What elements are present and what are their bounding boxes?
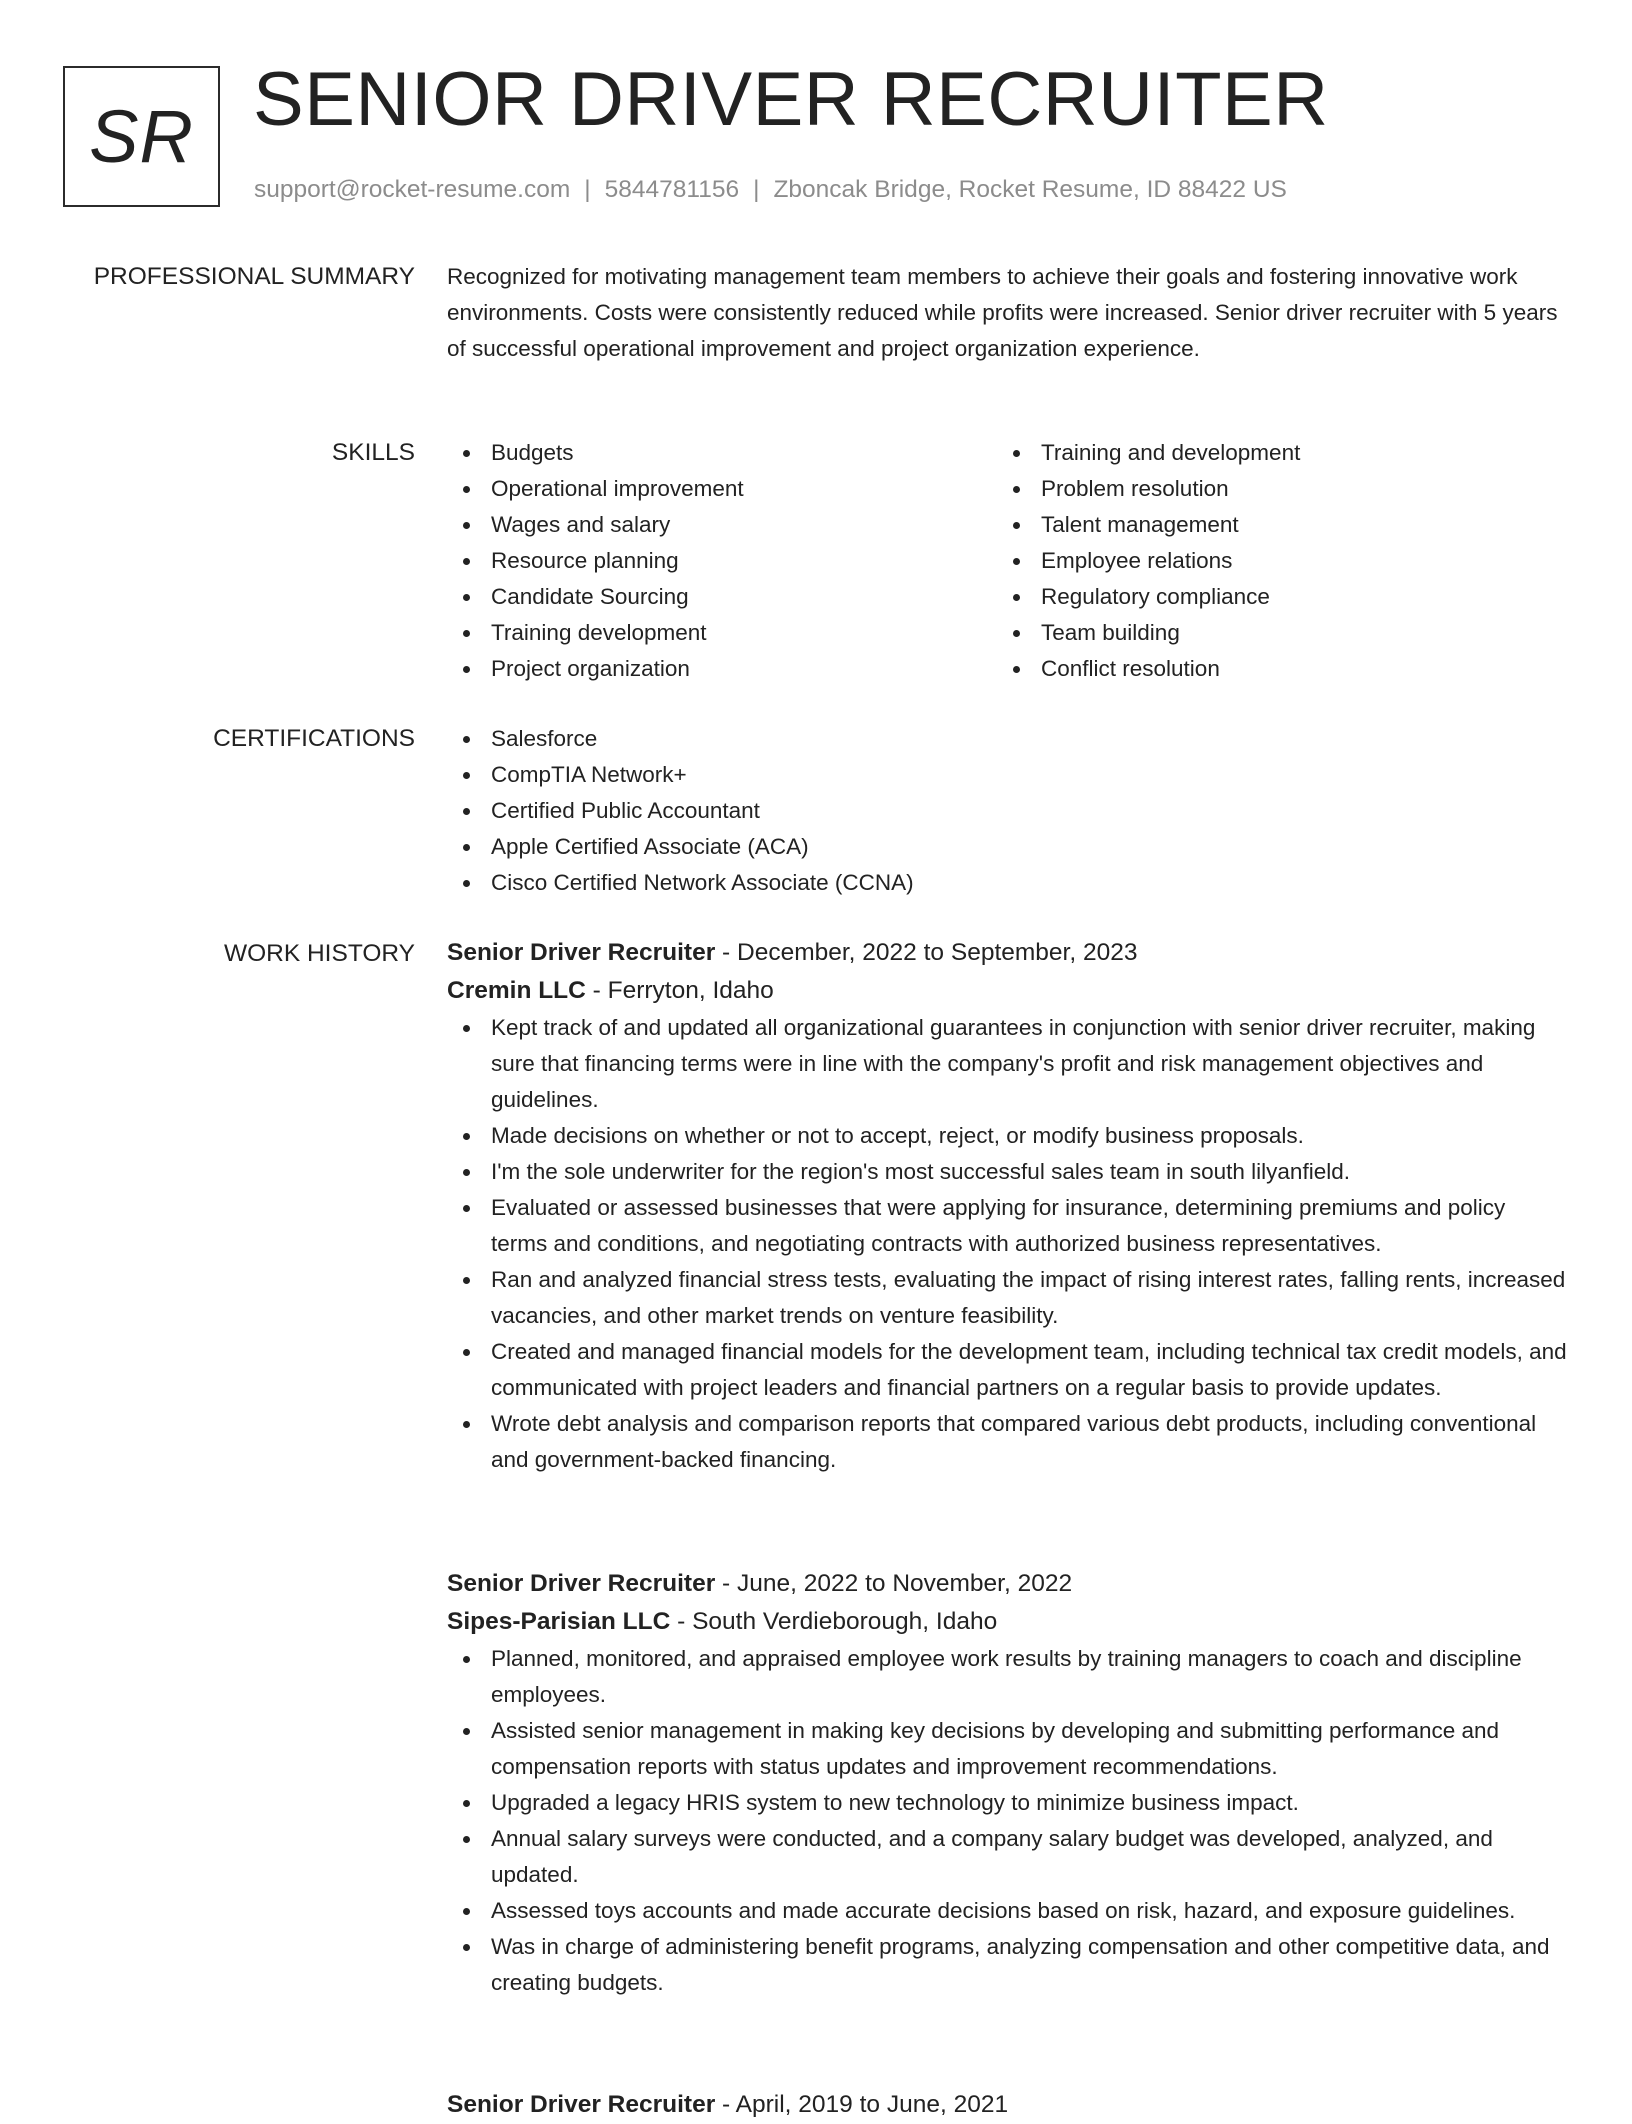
certifications-label: CERTIFICATIONS: [213, 725, 415, 752]
certification-item: Cisco Certified Network Associate (CCNA): [447, 865, 1567, 901]
skill-item: Team building: [997, 615, 1547, 651]
skill-item: Talent management: [997, 507, 1547, 543]
job-title-line: [447, 934, 1567, 972]
job-title: Senior Driver Recruiter: [447, 1570, 716, 1597]
certifications-body: [447, 721, 1567, 901]
job-entry: [447, 934, 1567, 1478]
resume-name: SENIOR DRIVER RECRUITER: [253, 57, 1329, 142]
skill-item: Resource planning: [447, 543, 997, 579]
certification-item: Salesforce: [447, 721, 1567, 757]
job-title-line: [447, 1565, 1567, 1603]
job-bullet: Was in charge of administering benefit programs, analyzing compensation and other competitive data, and creating budgets.: [447, 1929, 1567, 2001]
job-bullet: Assisted senior management in making key decisions by developing and submitting performance and compensation reports with status updates and improvement recommendations.: [447, 1713, 1567, 1785]
job-company-line: [447, 972, 1567, 1010]
contact-line: [254, 176, 1287, 204]
job-bullet: Assessed toys accounts and made accurate decisions based on risk, hazard, and exposure guidelines.: [447, 1893, 1567, 1929]
job-entry: [447, 1565, 1567, 2001]
job-bullets: [447, 1641, 1567, 2001]
job-location: - South Verdieborough, Idaho: [670, 1608, 998, 1635]
skill-item: Wages and salary: [447, 507, 997, 543]
skill-item: Operational improvement: [447, 471, 997, 507]
job-bullet: I'm the sole underwriter for the region's most successful sales team in south lilyanfield.: [447, 1154, 1567, 1190]
skill-item: Regulatory compliance: [997, 579, 1547, 615]
work-history-body: [447, 934, 1567, 2118]
job-bullets: [447, 1010, 1567, 1478]
skills-list-right: [997, 435, 1547, 687]
job-bullet: Made decisions on whether or not to accept, reject, or modify business proposals.: [447, 1118, 1567, 1154]
certification-item: CompTIA Network+: [447, 757, 1567, 793]
skill-item: Conflict resolution: [997, 651, 1547, 687]
job-dates: - June, 2022 to November, 2022: [715, 1570, 1073, 1597]
summary-body: [447, 259, 1567, 367]
job-dates: - April, 2019 to June, 2021: [715, 2091, 1009, 2118]
job-title: Senior Driver Recruiter: [447, 2091, 716, 2118]
job-bullet: Planned, monitored, and appraised employee work results by training managers to coach and discipline employees.: [447, 1641, 1567, 1713]
job-entry: [447, 2086, 1567, 2124]
job-dates: - December, 2022 to September, 2023: [715, 939, 1138, 966]
job-bullet: Created and managed financial models for the development team, including technical tax credit models, and communicated with project leaders and financial partners on a regular basis to provide updates.: [447, 1334, 1567, 1406]
skills-body: [447, 435, 1567, 687]
summary-text: Recognized for motivating management team members to achieve their goals and fostering innovative work environments. Costs were consistently reduced while profits were increased. Senior driver recruiter with 5 years of successful operational improvement and project organization experience.: [447, 264, 1558, 361]
job-title-line: [447, 2086, 1567, 2124]
certifications-list: [447, 721, 1567, 901]
work-history-label: WORK HISTORY: [223, 940, 415, 967]
skill-item: Budgets: [447, 435, 997, 471]
skill-item: Problem resolution: [997, 471, 1547, 507]
skill-item: Employee relations: [997, 543, 1547, 579]
skill-item: Training and development: [997, 435, 1547, 471]
monogram-badge: [63, 66, 220, 207]
contact-email: support@rocket-resume.com: [254, 176, 571, 203]
job-title: Senior Driver Recruiter: [447, 939, 716, 966]
job-company: Sipes-Parisian LLC: [447, 1608, 671, 1635]
certification-item: Certified Public Accountant: [447, 793, 1567, 829]
job-location: - Ferryton, Idaho: [585, 977, 774, 1004]
job-company: Cremin LLC: [447, 977, 586, 1004]
job-bullet: Annual salary surveys were conducted, and a company salary budget was developed, analyzed, and updated.: [447, 1821, 1567, 1893]
monogram-initials: SR: [89, 95, 194, 178]
contact-address: Zboncak Bridge, Rocket Resume, ID 88422 US: [773, 176, 1287, 203]
contact-phone: 5844781156: [604, 176, 740, 203]
skill-item: Candidate Sourcing: [447, 579, 997, 615]
skill-item: Training development: [447, 615, 997, 651]
job-bullet: Kept track of and updated all organizational guarantees in conjunction with senior driver recruiter, making sure that financing terms were in line with the company's profit and risk management objectives and guidelines.: [447, 1010, 1567, 1118]
job-bullet: Wrote debt analysis and comparison reports that compared various debt products, including conventional and government-backed financing.: [447, 1406, 1567, 1478]
job-bullet: Upgraded a legacy HRIS system to new technology to minimize business impact.: [447, 1785, 1567, 1821]
job-bullet: Ran and analyzed financial stress tests, evaluating the impact of rising interest rates, falling rents, increased vacancies, and other market trends on venture feasibility.: [447, 1262, 1567, 1334]
contact-separator: |: [753, 176, 760, 203]
skill-item: Project organization: [447, 651, 997, 687]
skills-label: SKILLS: [331, 439, 415, 466]
contact-separator: |: [584, 176, 591, 203]
job-company-line: [447, 1603, 1567, 1641]
job-bullet: Evaluated or assessed businesses that were applying for insurance, determining premiums and policy terms and conditions, and negotiating contracts with authorized business representatives.: [447, 1190, 1567, 1262]
certification-item: Apple Certified Associate (ACA): [447, 829, 1567, 865]
summary-label: PROFESSIONAL SUMMARY: [93, 263, 415, 290]
skills-list-left: [447, 435, 997, 687]
